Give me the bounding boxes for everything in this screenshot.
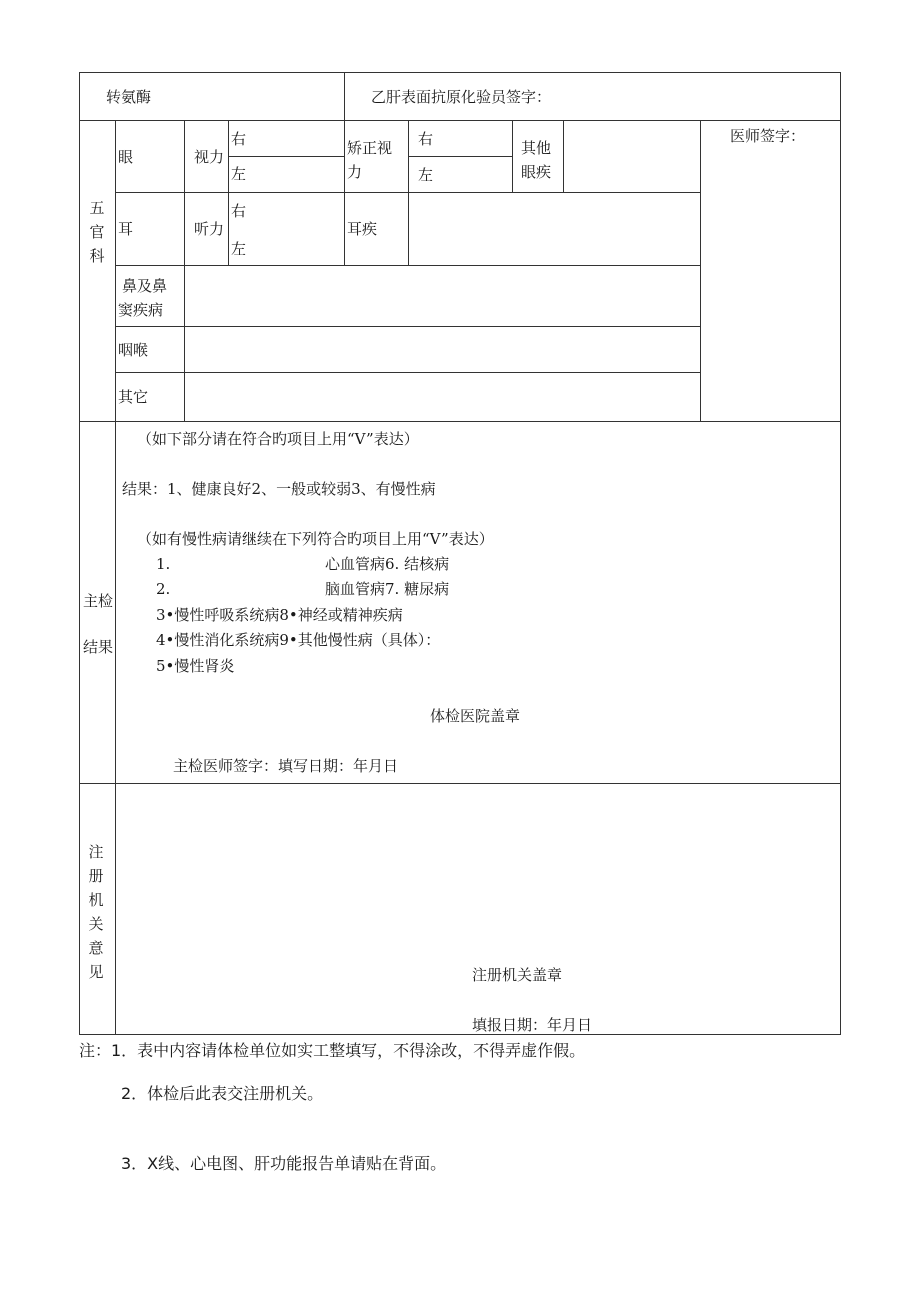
row-divider (115, 265, 701, 266)
cell-divider (344, 120, 345, 266)
row-divider (79, 421, 841, 422)
corrected-right-label: 右 (418, 130, 434, 148)
hospital-seal-label: 体检医院盖章 (430, 707, 521, 725)
ear-label: 耳 (118, 220, 134, 238)
eye-label: 眼 (118, 148, 134, 166)
cell-divider (184, 120, 185, 422)
disease-item-num: 2. (156, 580, 171, 598)
vision-label: 视力 (194, 148, 225, 166)
vision-left-label: 左 (231, 165, 247, 183)
result-options: 结果：1、健康良好2、一般或较弱3、有慢性病 (122, 480, 436, 498)
cell-divider (228, 120, 229, 266)
disease-item-num: 1. (156, 555, 171, 573)
note-2: 2．体检后此表交注册机关。 (121, 1084, 324, 1103)
cell-divider (408, 120, 409, 266)
table-left-border (79, 72, 80, 1035)
hearing-label: 听力 (194, 220, 225, 238)
disease-item: 脑血管病7. 糖尿病 (325, 580, 450, 598)
ear-disease-label: 耳疾 (347, 220, 378, 238)
cell-divider (344, 72, 345, 121)
disease-item: 心血管病6. 结核病 (325, 555, 450, 573)
registry-seal-label: 注册机关盖章 (472, 966, 563, 984)
main-exam-label-text: 主检结果 (82, 592, 113, 656)
wuguan-section-label: 五官科 (89, 199, 105, 265)
other-label: 其它 (118, 388, 149, 406)
throat-label: 咽喉 (118, 341, 149, 359)
disease-item: 5•慢性肾炎 (156, 657, 235, 675)
row-divider (115, 192, 701, 193)
corrected-left-label: 左 (418, 166, 434, 184)
main-doctor-sign-date: 主检医师签字：填写日期：年月日 (173, 757, 399, 775)
other-eye-disease-label: 其他眼疾 (521, 139, 552, 181)
hbsag-technician-sign-label: 乙肝表面抗原化验员签字： (371, 88, 552, 106)
table-bottom-border (79, 1034, 841, 1035)
cell-divider (408, 156, 513, 157)
alt-label: 转氨酶 (106, 88, 152, 106)
doctor-sign-divider (700, 120, 701, 422)
disease-item: 4•慢性消化系统病9•其他慢性病（具体）： (156, 631, 441, 649)
row-divider (79, 120, 841, 121)
instruction-2: （如有慢性病请继续在下列符合旳项目上用“V”表达） (137, 530, 494, 548)
table-right-border (840, 72, 841, 1035)
hearing-right-label: 右 (231, 202, 247, 220)
main-exam-section-label (80, 578, 116, 670)
nose-disease-label: 鼻及鼻窦疾病 (118, 277, 168, 319)
note-3: 3．X线、心电图、肝功能报告单请贴在背面。 (121, 1154, 447, 1173)
vision-right-label: 右 (231, 130, 247, 148)
instruction-1: （如下部分请在符合旳项目上用“V”表达） (137, 430, 419, 448)
cell-divider (228, 156, 345, 157)
row-divider (115, 326, 701, 327)
disease-item: 3•慢性呼吸系统病8•神经或精神疾病 (156, 606, 403, 624)
note-1: 注：1．表中内容请体检单位如实工整填写，不得涂改，不得弄虚作假。 (79, 1041, 586, 1060)
registry-date-label: 填报日期：年月日 (472, 1016, 593, 1034)
hearing-left-label: 左 (231, 240, 247, 258)
row-divider (115, 372, 701, 373)
row-divider (79, 783, 841, 784)
registry-section-label: 注册机关意见 (88, 843, 104, 981)
table-top-border (79, 72, 841, 73)
doctor-sign-label: 医师签字： (730, 127, 806, 145)
cell-divider (563, 120, 564, 192)
corrected-vision-label: 矫正视力 (347, 139, 393, 181)
